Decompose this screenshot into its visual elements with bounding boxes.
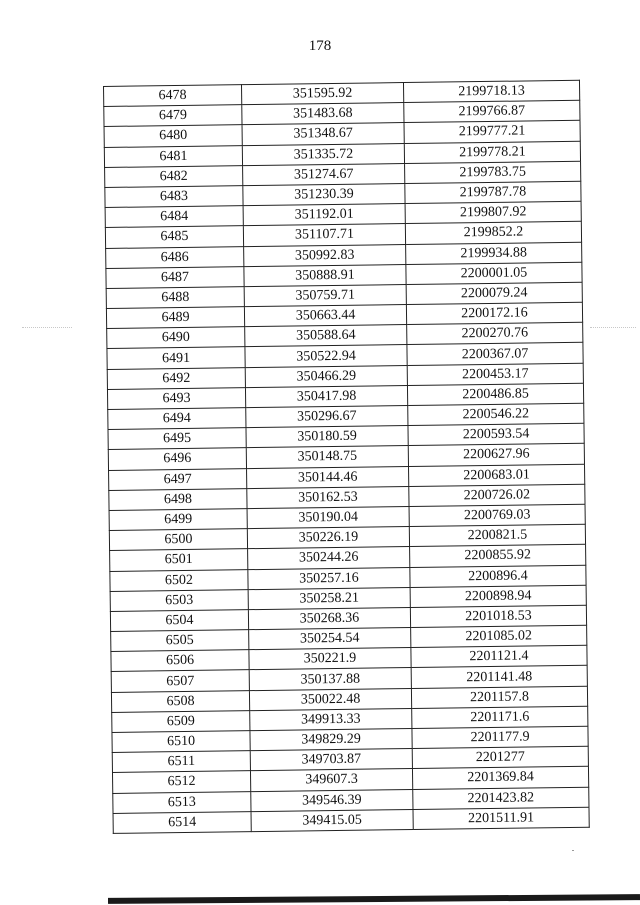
point-number-cell: 6507 [111,670,249,692]
x-coordinate-cell: 351348.67 [242,123,404,145]
x-coordinate-cell: 349913.33 [250,708,412,730]
point-number-cell: 6505 [111,630,249,652]
page-bottom-edge [108,894,640,904]
x-coordinate-cell: 351274.67 [243,163,405,185]
y-coordinate-cell: 2201141.48 [411,666,587,688]
x-coordinate-cell: 349546.39 [251,789,413,811]
point-number-cell: 6480 [104,125,242,147]
point-number-cell: 6508 [111,690,249,712]
point-number-cell: 6506 [111,650,249,672]
point-number-cell: 6501 [110,549,248,571]
scan-speck [572,850,574,851]
point-number-cell: 6481 [104,145,242,167]
y-coordinate-cell: 2199934.88 [406,242,582,264]
y-coordinate-cell: 2200546.22 [408,403,584,425]
point-number-cell: 6485 [105,226,243,248]
point-number-cell: 6500 [109,529,247,551]
coordinates-table [103,80,590,834]
x-coordinate-cell: 350588.64 [245,325,407,347]
point-number-cell: 6504 [110,610,248,632]
x-coordinate-cell: 350522.94 [245,345,407,367]
point-number-cell: 6514 [113,811,251,833]
y-coordinate-cell: 2199718.13 [403,80,579,102]
point-number-cell: 6497 [109,468,247,490]
y-coordinate-cell: 2201085.02 [411,625,587,647]
y-coordinate-cell: 2199777.21 [404,121,580,143]
x-coordinate-cell: 350257.16 [248,567,410,589]
scan-artifact-right [590,327,636,329]
y-coordinate-cell: 2199807.92 [405,201,581,223]
point-number-cell: 6483 [105,186,243,208]
x-coordinate-cell: 349703.87 [250,749,412,771]
point-number-cell: 6496 [108,448,246,470]
x-coordinate-cell: 350162.53 [247,486,409,508]
point-number-cell: 6510 [112,731,250,753]
point-number-cell: 6487 [106,266,244,288]
scan-artifact-left [22,327,72,329]
y-coordinate-cell: 2200486.85 [407,383,583,405]
y-coordinate-cell: 2201157.8 [411,686,587,708]
page-number: 178 [308,38,332,54]
x-coordinate-cell: 349415.05 [251,809,413,831]
point-number-cell: 6512 [112,771,250,793]
x-coordinate-cell: 350226.19 [247,527,409,549]
point-number-cell: 6513 [113,791,251,813]
y-coordinate-cell: 2199852.2 [405,222,581,244]
y-coordinate-cell: 2199766.87 [404,100,580,122]
y-coordinate-cell: 2200683.01 [409,464,585,486]
x-coordinate-cell: 350759.71 [244,284,406,306]
y-coordinate-cell: 2200898.94 [410,585,586,607]
y-coordinate-cell: 2200079.24 [406,282,582,304]
x-coordinate-cell: 350417.98 [245,385,407,407]
y-coordinate-cell: 2200769.03 [409,504,585,526]
x-coordinate-cell: 351595.92 [241,83,403,105]
x-coordinate-cell: 350258.21 [248,587,410,609]
x-coordinate-cell: 351335.72 [242,143,404,165]
y-coordinate-cell: 2201121.4 [411,645,587,667]
point-number-cell: 6491 [107,347,245,369]
point-number-cell: 6490 [107,327,245,349]
x-coordinate-cell: 350992.83 [244,244,406,266]
x-coordinate-cell: 349607.3 [250,769,412,791]
point-number-cell: 6494 [108,408,246,430]
point-number-cell: 6484 [105,206,243,228]
point-number-cell: 6493 [107,387,245,409]
x-coordinate-cell: 350466.29 [245,365,407,387]
x-coordinate-cell: 350268.36 [248,607,410,629]
y-coordinate-cell: 2199787.78 [405,181,581,203]
point-number-cell: 6486 [106,246,244,268]
x-coordinate-cell: 350244.26 [248,547,410,569]
y-coordinate-cell: 2200453.17 [407,363,583,385]
y-coordinate-cell: 2201511.91 [413,807,589,829]
y-coordinate-cell: 2199783.75 [405,161,581,183]
y-coordinate-cell: 2199778.21 [404,141,580,163]
y-coordinate-cell: 2200367.07 [407,343,583,365]
point-number-cell: 6509 [112,710,250,732]
x-coordinate-cell: 350190.04 [247,506,409,528]
y-coordinate-cell: 2200593.54 [408,423,584,445]
point-number-cell: 6479 [104,105,242,127]
y-coordinate-cell: 2201018.53 [410,605,586,627]
x-coordinate-cell: 350022.48 [249,688,411,710]
x-coordinate-cell: 350180.59 [246,426,408,448]
point-number-cell: 6495 [108,428,246,450]
y-coordinate-cell: 2201177.9 [412,726,588,748]
x-coordinate-cell: 350254.54 [249,628,411,650]
y-coordinate-cell: 2200172.16 [406,302,582,324]
y-coordinate-cell: 2200726.02 [409,484,585,506]
y-coordinate-cell: 2200821.5 [409,524,585,546]
x-coordinate-cell: 350137.88 [249,668,411,690]
x-coordinate-cell: 349829.29 [250,729,412,751]
y-coordinate-cell: 2201277 [412,746,588,768]
point-number-cell: 6488 [106,287,244,309]
x-coordinate-cell: 350144.46 [247,466,409,488]
point-number-cell: 6478 [104,85,242,107]
y-coordinate-cell: 2201171.6 [412,706,588,728]
x-coordinate-cell: 350221.9 [249,648,411,670]
point-number-cell: 6482 [105,165,243,187]
point-number-cell: 6498 [109,488,247,510]
point-number-cell: 6492 [107,367,245,389]
point-number-cell: 6511 [112,751,250,773]
x-coordinate-cell: 351192.01 [243,204,405,226]
coordinates-table-body [104,80,590,833]
y-coordinate-cell: 2200627.96 [408,444,584,466]
point-number-cell: 6499 [109,509,247,531]
point-number-cell: 6489 [106,307,244,329]
point-number-cell: 6503 [110,589,248,611]
y-coordinate-cell: 2200855.92 [410,545,586,567]
x-coordinate-cell: 350888.91 [244,264,406,286]
y-coordinate-cell: 2200270.76 [407,322,583,344]
y-coordinate-cell: 2200896.4 [410,565,586,587]
x-coordinate-cell: 350296.67 [246,406,408,428]
x-coordinate-cell: 350148.75 [246,446,408,468]
y-coordinate-cell: 2201369.84 [412,767,588,789]
x-coordinate-cell: 351483.68 [242,103,404,125]
y-coordinate-cell: 2201423.82 [413,787,589,809]
x-coordinate-cell: 351107.71 [243,224,405,246]
y-coordinate-cell: 2200001.05 [406,262,582,284]
x-coordinate-cell: 351230.39 [243,183,405,205]
point-number-cell: 6502 [110,569,248,591]
x-coordinate-cell: 350663.44 [244,305,406,327]
